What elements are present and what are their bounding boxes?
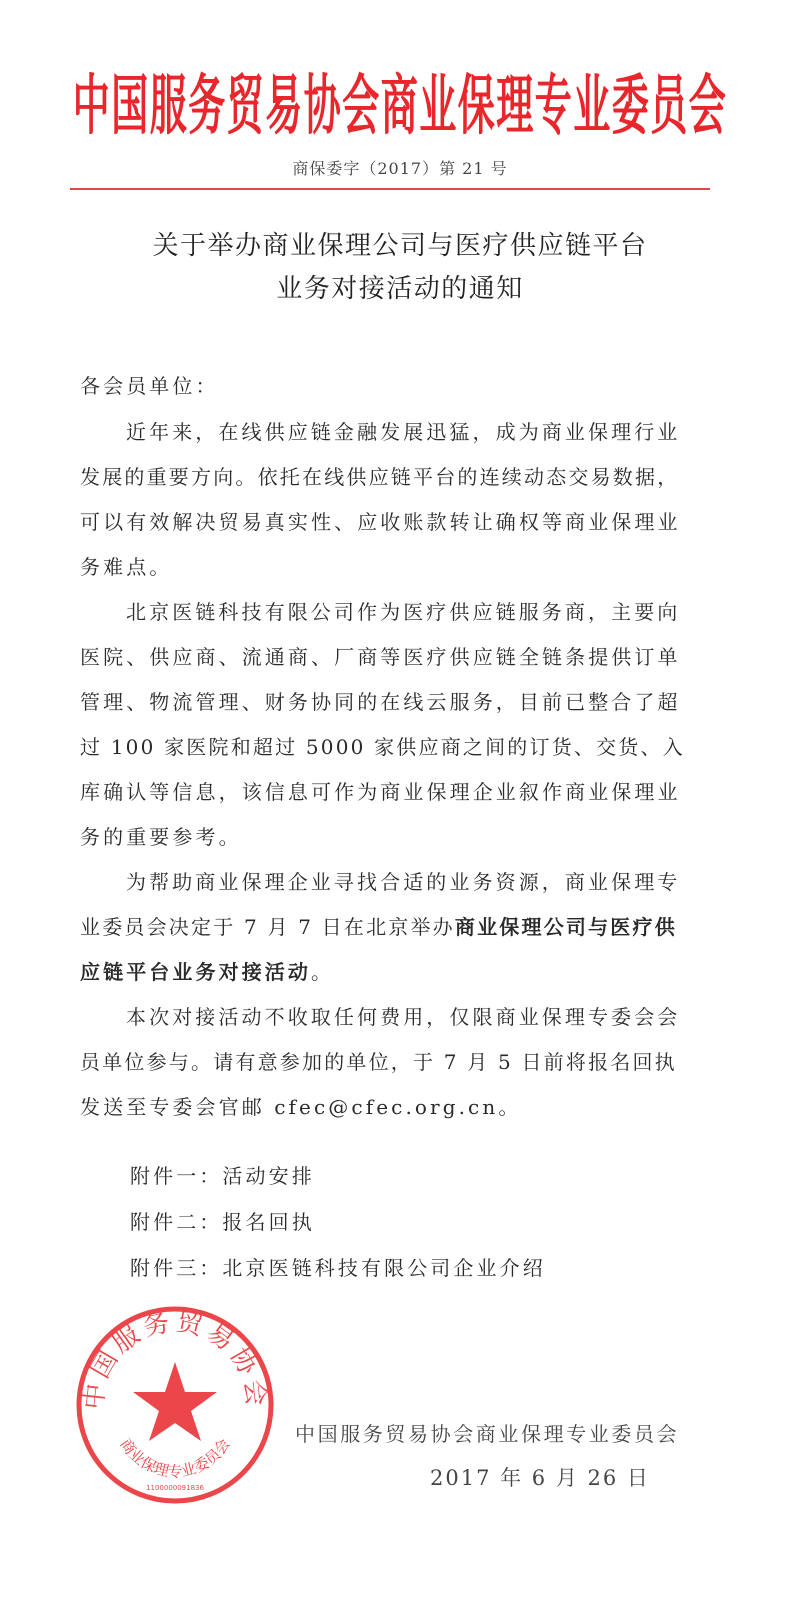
paragraph-2-line: 医院、供应商、流通商、厂商等医疗供应链全链条提供订单 (80, 645, 681, 669)
seal-outer-text: 中国服务贸易协会 (78, 1307, 272, 1412)
paragraph-4-line: 本次对接活动不收取任何费用，仅限商业保理专委会会 (126, 1005, 681, 1029)
paragraph-2-line: 库确认等信息，该信息可作为商业保理企业叙作商业保理业 (80, 780, 681, 804)
org-banner: 中国服务贸易协会商业保理专业委员会 (72, 67, 728, 143)
paragraph-3-line (80, 911, 677, 940)
attachment-1: 附件一：活动安排 (130, 1164, 315, 1188)
paragraph-1-line: 发展的重要方向。依托在线供应链平台的连续动态交易数据， (80, 465, 680, 489)
paragraph-3-line: 为帮助商业保理企业寻找合适的业务资源，商业保理专 (126, 870, 681, 894)
paragraph-2-line: 北京医链科技有限公司作为医疗供应链服务商，主要向 (126, 600, 681, 624)
signature-org: 中国服务贸易协会商业保理专业委员会 (295, 1422, 680, 1446)
header-divider (70, 188, 710, 190)
paragraph-3-line (80, 956, 334, 985)
paragraph-2-line: 务的重要参考。 (80, 825, 242, 849)
seal-serial: 1100000091836 (146, 1484, 204, 1492)
event-name-bold: 应链平台业务对接活动 (80, 960, 311, 984)
seal-inner-text: 商业保理专业委员会 (116, 1435, 234, 1481)
star-icon (133, 1362, 217, 1441)
salutation: 各会员单位： (80, 374, 219, 398)
paragraph-1-line: 务难点。 (80, 555, 173, 579)
attachment-2: 附件二：报名回执 (130, 1210, 315, 1234)
attachment-3: 附件三：北京医链科技有限公司企业介绍 (130, 1256, 546, 1280)
event-name-bold: 商业保理公司与医疗供 (454, 915, 677, 939)
plain-text: 业委员会决定于 7 月 7 日在北京举办 (80, 915, 455, 939)
paragraph-1-line: 可以有效解决贸易真实性、应收账款转让确权等商业保理业 (80, 510, 681, 534)
paragraph-2-line: 管理、物流管理、财务协同的在线云服务，目前已整合了超 (80, 690, 681, 714)
notice-title-line1: 关于举办商业保理公司与医疗供应链平台 (152, 231, 648, 261)
paragraph-1-line: 近年来，在线供应链金融发展迅猛，成为商业保理行业 (126, 420, 681, 444)
notice-title-line2: 业务对接活动的通知 (276, 274, 524, 304)
paragraph-4-line: 发送至专委会官邮 cfec@cfec.org.cn。 (80, 1095, 522, 1119)
signature-date: 2017 年 6 月 26 日 (430, 1466, 650, 1490)
official-seal (70, 1300, 280, 1510)
paragraph-2-line: 过 100 家医院和超过 5000 家供应商之间的订货、交货、入 (80, 735, 685, 759)
doc-number: 商保委字（2017）第 21 号 (292, 159, 508, 178)
plain-text: 。 (311, 960, 335, 984)
paragraph-4-line: 员单位参与。请有意参加的单位，于 7 月 5 日前将报名回执 (80, 1050, 677, 1074)
